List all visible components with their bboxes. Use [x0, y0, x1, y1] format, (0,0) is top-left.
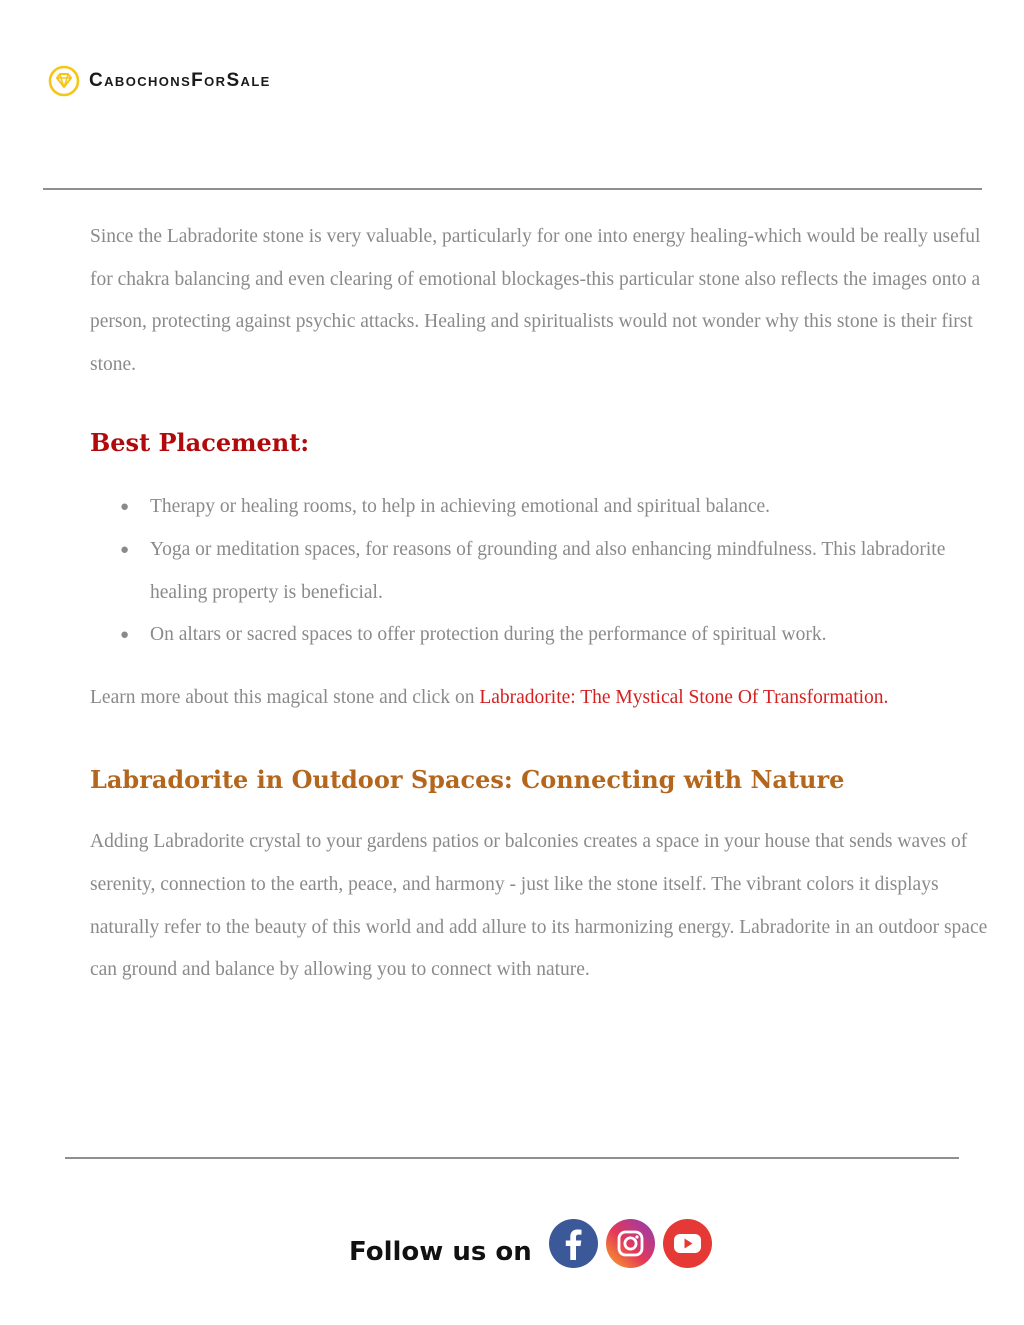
list-item-text: Yoga or meditation spaces, for reasons of grounding and also enhancing mindfulness. This labradorite healing property is beneficial. — [150, 538, 946, 603]
learn-more-text: Learn more about this magical stone and click on — [90, 686, 480, 708]
bullet-icon: ● — [120, 499, 130, 516]
youtube-icon[interactable] — [662, 1218, 713, 1269]
list-item — [90, 614, 1002, 657]
labradorite-article-link[interactable]: Labradorite: The Mystical Stone Of Transformation — [479, 686, 884, 708]
bottom-divider — [65, 1157, 959, 1159]
article-content — [90, 216, 1002, 992]
bullet-icon: ● — [120, 627, 130, 644]
learn-more-paragraph — [90, 677, 1002, 720]
bullet-icon: ● — [120, 541, 130, 558]
brand-name: CabochonsForSale — [89, 70, 271, 91]
outdoor-spaces-heading: Labradorite in Outdoor Spaces: Connecting with Nature — [90, 765, 845, 795]
learn-more-period: . — [883, 686, 889, 708]
top-divider — [43, 188, 982, 190]
best-placement-heading: Best Placement: — [90, 428, 310, 458]
instagram-icon[interactable] — [605, 1218, 656, 1269]
facebook-icon[interactable] — [548, 1218, 599, 1269]
follow-us-label: Follow us on — [349, 1237, 532, 1267]
gem-circle-icon — [48, 65, 80, 97]
list-item-text: Therapy or healing rooms, to help in achieving emotional and spiritual balance. — [150, 496, 771, 518]
list-item — [90, 529, 1002, 614]
intro-paragraph: Since the Labradorite stone is very valuable, particularly for one into energy healing-which would be really useful for chakra balancing and even clearing of emotional blockages-this particular stone also reflects the images onto a person, protecting against psychic attacks. Healing and spiritualists would not wonder why this stone is their first stone. — [90, 226, 981, 375]
follow-us-bar — [349, 1218, 719, 1269]
brand-logo[interactable] — [48, 65, 271, 97]
list-item-text: On altars or sacred spaces to offer protection during the performance of spiritual work. — [150, 624, 827, 646]
placement-list — [90, 486, 1002, 656]
list-item — [90, 486, 1002, 529]
outdoor-paragraph: Adding Labradorite crystal to your gardens patios or balconies creates a space in your house that sends waves of serenity, connection to the earth, peace, and harmony - just like the stone itself. The vibrant colors it displays naturally refer to the beauty of this world and add allure to its harmonizing energy. Labradorite in an outdoor space can ground and balance by allowing you to connect with nature. — [90, 831, 988, 981]
